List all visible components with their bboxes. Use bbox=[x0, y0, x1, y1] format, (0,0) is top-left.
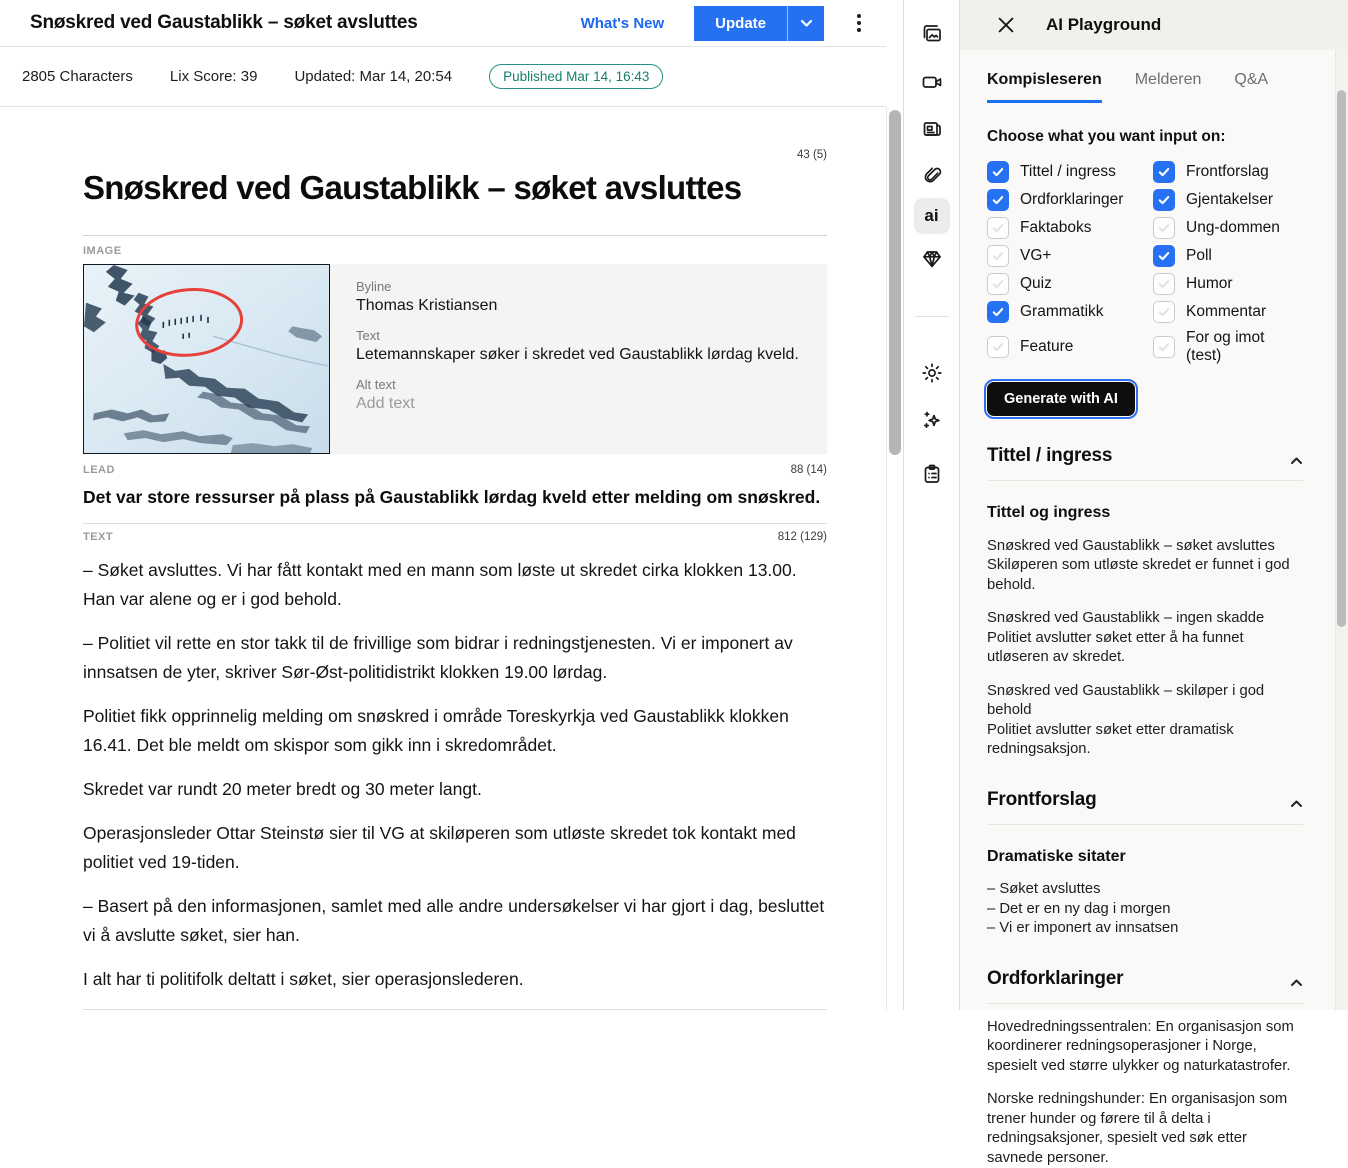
checkbox[interactable] bbox=[987, 301, 1009, 323]
alt-text-field[interactable]: Add text bbox=[356, 395, 801, 413]
checkbox[interactable] bbox=[987, 217, 1009, 239]
sparkles-icon[interactable] bbox=[920, 408, 944, 432]
option-label: Grammatikk bbox=[1020, 303, 1104, 321]
article-paragraph[interactable]: Skredet var rundt 20 meter bredt og 30 meter langt. bbox=[83, 775, 827, 804]
editor-scrollbar-thumb[interactable] bbox=[889, 110, 901, 455]
avalanche-photo bbox=[84, 265, 329, 453]
suggestion-heading: Dramatiske sitater bbox=[987, 847, 1303, 867]
checkbox[interactable] bbox=[987, 161, 1009, 183]
panel-tab[interactable]: Kompisleseren bbox=[987, 71, 1102, 103]
article-paragraph[interactable]: – Basert på den informasjonen, samlet med alle andre undersøkelser vi har gjort i dag, besluttet vi å avslutte søket, sier han. bbox=[83, 892, 827, 950]
article-paragraph[interactable]: Operasjonsleder Ottar Steinstø sier til VG at skiløperen som utløste skredet tok kontakt med politiet ved 19-tiden. bbox=[83, 819, 827, 877]
panel-title: AI Playground bbox=[1046, 15, 1161, 35]
caption-label: Text bbox=[356, 328, 801, 343]
ai-input-option[interactable] bbox=[1153, 329, 1303, 365]
panel-tabs bbox=[960, 71, 1348, 103]
document-statsbar bbox=[0, 47, 886, 107]
check-icon bbox=[991, 277, 1005, 291]
check-icon bbox=[1157, 165, 1171, 179]
suggestion-block: Norske redningshunder: En organisasjon som trener hunder og førere til å delta i redningsaksjoner, spesielt ved søk etter savnede personer. bbox=[987, 1090, 1303, 1168]
attachment-icon[interactable] bbox=[920, 163, 944, 187]
section-header bbox=[987, 445, 1303, 481]
alt-text-label: Alt text bbox=[356, 377, 801, 392]
ai-input-option[interactable] bbox=[1153, 245, 1303, 267]
panel-scrollbar-thumb[interactable] bbox=[1337, 90, 1346, 627]
chevron-up-icon[interactable] bbox=[1290, 974, 1303, 983]
section-body bbox=[987, 847, 1303, 939]
caption-field[interactable]: Letemannskaper søker i skredet ved Gaustablikk lørdag kveld. bbox=[356, 346, 801, 364]
option-label: Poll bbox=[1186, 247, 1212, 265]
article-paragraph[interactable]: Politiet fikk opprinnelig melding om snøskred i område Toreskyrkja ved Gaustablikk klokken 16.41. Det ble meldt om skispor som gikk inn i skredområdet. bbox=[83, 702, 827, 760]
option-label: Ordforklaringer bbox=[1020, 191, 1123, 209]
close-icon[interactable] bbox=[996, 15, 1016, 35]
option-label: Ung-dommen bbox=[1186, 219, 1280, 237]
article-paragraph[interactable]: – Søket avsluttes. Vi har fått kontakt med en mann som løste ut skredet cirka klokken 13.00. Han var alene og er i god behold. bbox=[83, 556, 827, 614]
ai-input-option[interactable] bbox=[1153, 301, 1303, 323]
ai-section bbox=[987, 445, 1303, 760]
checkbox[interactable] bbox=[1153, 336, 1175, 358]
document-title: Snøskred ved Gaustablikk – søket avsluttes bbox=[30, 12, 581, 34]
check-icon bbox=[991, 249, 1005, 263]
byline-field[interactable]: Thomas Kristiansen bbox=[356, 297, 801, 315]
check-icon bbox=[991, 165, 1005, 179]
ai-result-sections bbox=[987, 445, 1303, 1168]
section-title: Frontforslag bbox=[987, 789, 1097, 811]
ai-input-option[interactable] bbox=[1153, 161, 1303, 183]
ai-playground-panel bbox=[960, 0, 1348, 1010]
checkbox[interactable] bbox=[1153, 245, 1175, 267]
settings-icon[interactable] bbox=[920, 361, 944, 385]
chevron-up-icon[interactable] bbox=[1290, 452, 1303, 461]
checkbox[interactable] bbox=[1153, 161, 1175, 183]
article-image[interactable] bbox=[83, 264, 330, 454]
option-label: For og imot (test) bbox=[1186, 329, 1303, 365]
check-icon bbox=[1157, 249, 1171, 263]
text-section-label: TEXT bbox=[83, 531, 113, 543]
chevron-up-icon[interactable] bbox=[1290, 795, 1303, 804]
checkbox[interactable] bbox=[987, 336, 1009, 358]
check-icon bbox=[1157, 340, 1171, 354]
update-button[interactable]: Update bbox=[694, 6, 787, 41]
chevron-down-icon bbox=[800, 19, 813, 28]
ai-input-option[interactable] bbox=[987, 245, 1153, 267]
tools-sidebar bbox=[903, 0, 960, 1010]
updated-timestamp: Updated: Mar 14, 20:54 bbox=[294, 68, 452, 85]
panel-scrollbar bbox=[1335, 50, 1348, 1010]
article-body bbox=[83, 556, 827, 994]
byline-label: Byline bbox=[356, 279, 801, 294]
check-icon bbox=[991, 305, 1005, 319]
image-block bbox=[83, 264, 827, 454]
published-badge: Published Mar 14, 16:43 bbox=[489, 64, 663, 89]
ai-section bbox=[987, 968, 1303, 1168]
ai-section bbox=[987, 789, 1303, 939]
ai-input-option[interactable] bbox=[987, 161, 1153, 183]
ai-input-option[interactable] bbox=[1153, 217, 1303, 239]
checkbox[interactable] bbox=[987, 245, 1009, 267]
character-count: 2805 Characters bbox=[22, 68, 133, 85]
check-icon bbox=[991, 193, 1005, 207]
whats-new-link[interactable]: What's New bbox=[581, 15, 665, 32]
suggestion-heading: Tittel og ingress bbox=[987, 503, 1303, 523]
checkbox[interactable] bbox=[1153, 217, 1175, 239]
text-count: 812 (129) bbox=[778, 531, 827, 543]
option-label: Kommentar bbox=[1186, 303, 1266, 321]
suggestion-block: Hovedredningssentralen: En organisasjon som koordinerer redningsoperasjoner i Norge, spesielt ved større ulykker og naturkatastrofer. bbox=[987, 1018, 1303, 1077]
section-header bbox=[987, 968, 1303, 1004]
section-title: Tittel / ingress bbox=[987, 445, 1112, 467]
image-section-label: IMAGE bbox=[83, 245, 122, 257]
suggestion-block: Snøskred ved Gaustablikk – ingen skadde Politiet avslutter søket etter å ha funnet utløseren av skredet. bbox=[987, 609, 1303, 668]
section-header bbox=[987, 789, 1303, 825]
ai-icon[interactable]: ai bbox=[914, 198, 950, 234]
generate-with-ai-button[interactable]: Generate with AI bbox=[987, 382, 1135, 416]
ai-input-option[interactable] bbox=[987, 217, 1153, 239]
lix-score: Lix Score: 39 bbox=[170, 68, 258, 85]
check-icon bbox=[991, 340, 1005, 354]
editor-topbar bbox=[0, 0, 886, 47]
section-body bbox=[987, 503, 1303, 760]
ai-input-option[interactable] bbox=[987, 273, 1153, 295]
checkbox[interactable] bbox=[1153, 273, 1175, 295]
video-icon[interactable] bbox=[920, 70, 944, 94]
option-label: Feature bbox=[1020, 338, 1073, 356]
option-label: Quiz bbox=[1020, 275, 1052, 293]
option-label: Tittel / ingress bbox=[1020, 163, 1116, 181]
suggestion-block: Snøskred ved Gaustablikk – søket avsluttes Skiløperen som utløste skredet er funnet i god behold. bbox=[987, 537, 1303, 596]
ai-input-option[interactable] bbox=[987, 189, 1153, 211]
editor-scrollbar bbox=[886, 107, 903, 1010]
clipboard-icon[interactable] bbox=[920, 462, 944, 486]
update-dropdown-button[interactable] bbox=[787, 6, 824, 41]
ai-input-option[interactable] bbox=[987, 301, 1153, 323]
checkbox[interactable] bbox=[987, 189, 1009, 211]
check-icon bbox=[1157, 221, 1171, 235]
panel-tab[interactable]: Q&A bbox=[1234, 71, 1268, 103]
ai-input-option[interactable] bbox=[1153, 273, 1303, 295]
option-label: Faktaboks bbox=[1020, 219, 1092, 237]
checkbox[interactable] bbox=[1153, 189, 1175, 211]
lead-section-label: LEAD bbox=[83, 464, 115, 476]
title-count: 43 (5) bbox=[83, 149, 827, 161]
check-icon bbox=[1157, 193, 1171, 207]
suggestion-block: – Søket avsluttes – Det er en ny dag i morgen – Vi er imponert av innsatsen bbox=[987, 880, 1303, 939]
option-label: Frontforslag bbox=[1186, 163, 1269, 181]
check-icon bbox=[1157, 305, 1171, 319]
lead-count: 88 (14) bbox=[791, 464, 827, 476]
section-title: Ordforklaringer bbox=[987, 968, 1123, 990]
ai-input-option[interactable] bbox=[987, 329, 1153, 365]
image-metadata-panel bbox=[330, 264, 827, 454]
article-icon[interactable] bbox=[920, 117, 944, 141]
panel-tab[interactable]: Melderen bbox=[1135, 71, 1202, 103]
check-icon bbox=[1157, 277, 1171, 291]
article-editor bbox=[0, 107, 886, 1010]
section-body bbox=[987, 1018, 1303, 1168]
more-options-button[interactable] bbox=[848, 10, 870, 36]
gem-icon[interactable] bbox=[920, 247, 944, 271]
option-label: Humor bbox=[1186, 275, 1233, 293]
check-icon bbox=[991, 221, 1005, 235]
lead-field[interactable]: Det var store ressurser på plass på Gaustablikk lørdag kveld etter melding om snøskred. bbox=[83, 487, 827, 508]
panel-body bbox=[960, 103, 1348, 1168]
article-paragraph[interactable]: I alt har ti politifolk deltatt i søket, sier operasjonslederen. bbox=[83, 965, 827, 994]
update-split-button bbox=[694, 6, 824, 41]
pages-icon[interactable] bbox=[920, 22, 944, 46]
panel-header bbox=[960, 0, 1348, 50]
ai-input-option[interactable] bbox=[1153, 189, 1303, 211]
option-label: VG+ bbox=[1020, 247, 1051, 265]
article-title-field[interactable]: Snøskred ved Gaustablikk – søket avsluttes bbox=[83, 168, 827, 208]
option-label: Gjentakelser bbox=[1186, 191, 1273, 209]
ai-options-grid bbox=[987, 161, 1303, 365]
article-paragraph[interactable]: – Politiet vil rette en stor takk til de frivillige som bidrar i redningstjenesten. Vi er imponert av innsatsen de yter, skriver Sør-Øst-politidistrikt klokken 19.00 lørdag. bbox=[83, 629, 827, 687]
checkbox[interactable] bbox=[1153, 301, 1175, 323]
suggestion-block: Snøskred ved Gaustablikk – skiløper i god behold Politiet avslutter søket etter dramatisk redningsaksjon. bbox=[987, 682, 1303, 760]
checkbox[interactable] bbox=[987, 273, 1009, 295]
choose-input-label: Choose what you want input on: bbox=[987, 128, 1303, 146]
